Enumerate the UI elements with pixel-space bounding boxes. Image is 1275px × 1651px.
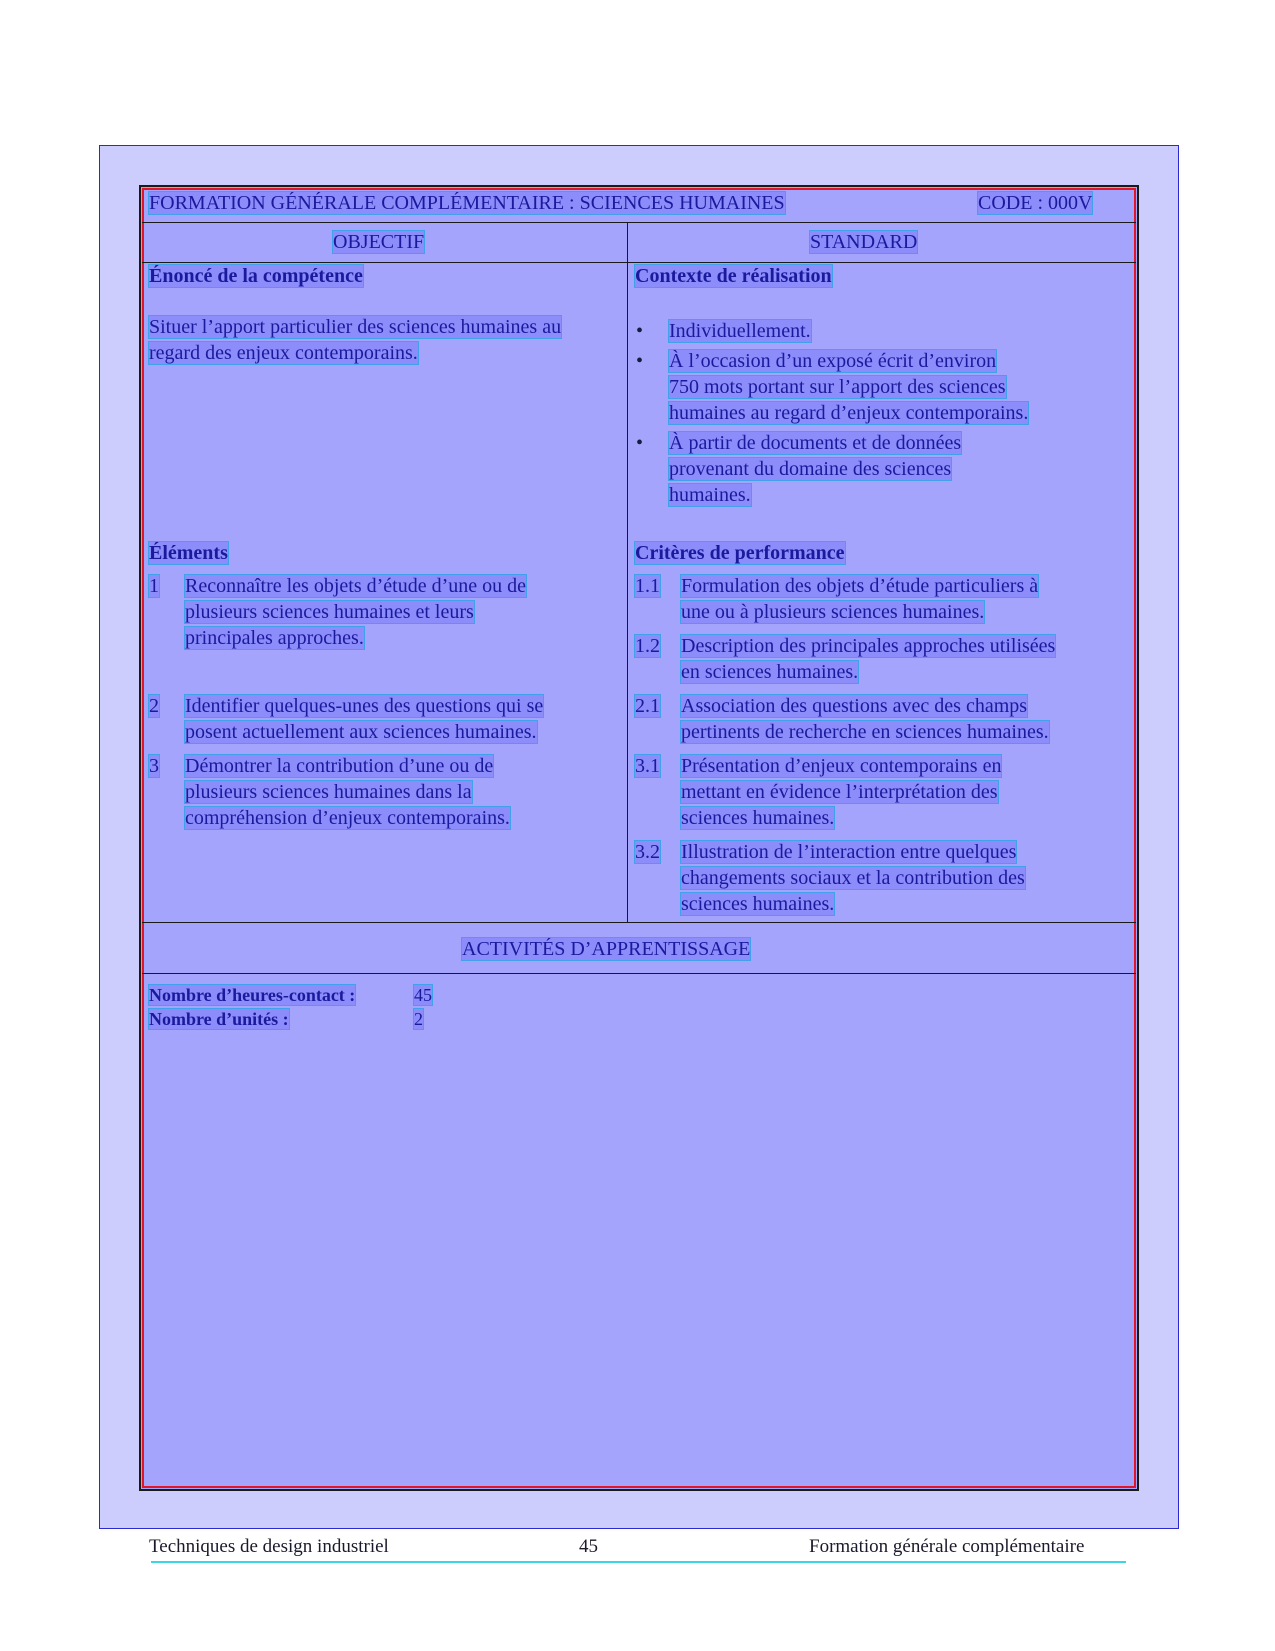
criterion-text: Présentation d’enjeux contemporains en [681, 755, 1002, 777]
element-number: 1 [149, 575, 159, 597]
element-text: Identifier quelques-unes des questions qui se [185, 695, 544, 717]
bullet-icon: • [636, 432, 644, 454]
criterion-text: Description des principales approches utilisées [681, 635, 1056, 657]
criterion-number: 1.1 [635, 575, 660, 597]
element-text: plusieurs sciences humaines et leurs [185, 601, 474, 623]
element-text: compréhension d’enjeux contemporains. [185, 807, 510, 829]
criterion-number: 1.2 [635, 635, 660, 657]
hours-label: Nombre d’heures-contact : [149, 985, 356, 1005]
competence-line: Situer l’apport particulier des sciences humaines au [149, 316, 562, 338]
header-title: FORMATION GÉNÉRALE COMPLÉMENTAIRE : SCIENCES HUMAINES [149, 192, 785, 214]
context-item: Individuellement. [669, 320, 811, 342]
criterion-number: 3.1 [635, 755, 660, 777]
units-label: Nombre d’unités : [149, 1009, 289, 1029]
context-item: À partir de documents et de données [669, 432, 962, 454]
context-item: À l’occasion d’un exposé écrit d’environ [669, 350, 997, 372]
criterion-text: Illustration de l’interaction entre quelques [681, 841, 1017, 863]
bullet-icon: • [636, 350, 644, 372]
competence-line: regard des enjeux contemporains. [149, 342, 418, 364]
element-text: principales approches. [185, 627, 364, 649]
column-heading-standard: STANDARD [810, 231, 918, 253]
elements-heading: Éléments [149, 542, 228, 564]
criterion-number: 3.2 [635, 841, 660, 863]
element-text: Démontrer la contribution d’une ou de [185, 755, 494, 777]
bullet-icon: • [636, 320, 644, 342]
element-text: Reconnaître les objets d’étude d’une ou de [185, 575, 526, 597]
criteria-heading: Critères de performance [635, 542, 845, 564]
competence-heading: Énoncé de la compétence [149, 265, 363, 287]
criterion-text: sciences humaines. [681, 893, 835, 915]
header-code: CODE : 000V [978, 192, 1093, 214]
footer-right: Formation générale complémentaire [809, 1536, 1085, 1557]
criterion-text: changements sociaux et la contribution des [681, 867, 1025, 889]
criterion-text: une ou à plusieurs sciences humaines. [681, 601, 985, 623]
criterion-text: Formulation des objets d’étude particuliers à [681, 575, 1039, 597]
context-item: humaines au regard d’enjeux contemporains. [669, 402, 1029, 424]
context-item: provenant du domaine des sciences [669, 458, 952, 480]
element-text: plusieurs sciences humaines dans la [185, 781, 472, 803]
column-divider [627, 222, 628, 922]
context-item: humaines. [669, 484, 751, 506]
element-text: posent actuellement aux sciences humaines. [185, 721, 537, 743]
context-item: 750 mots portant sur l’apport des sciences [669, 376, 1006, 398]
criterion-text: en sciences humaines. [681, 661, 859, 683]
rule-activities-bottom [142, 973, 1136, 974]
activities-heading: ACTIVITÉS D’APPRENTISSAGE [462, 938, 751, 960]
criterion-number: 2.1 [635, 695, 660, 717]
units-value: 2 [414, 1009, 423, 1029]
criterion-text: mettant en évidence l’interprétation des [681, 781, 998, 803]
criterion-text: sciences humaines. [681, 807, 835, 829]
hours-value: 45 [414, 985, 432, 1005]
rule-header [142, 222, 1136, 223]
element-number: 3 [149, 755, 159, 777]
element-number: 2 [149, 695, 159, 717]
column-heading-objectif: OBJECTIF [333, 231, 425, 253]
criterion-text: pertinents de recherche en sciences humaines. [681, 721, 1049, 743]
rule-activities-top [142, 922, 1136, 923]
page-number: 45 [579, 1536, 598, 1557]
context-heading: Contexte de réalisation [635, 265, 832, 287]
footer-left: Techniques de design industriel [149, 1536, 389, 1557]
criterion-text: Association des questions avec des champs [681, 695, 1028, 717]
